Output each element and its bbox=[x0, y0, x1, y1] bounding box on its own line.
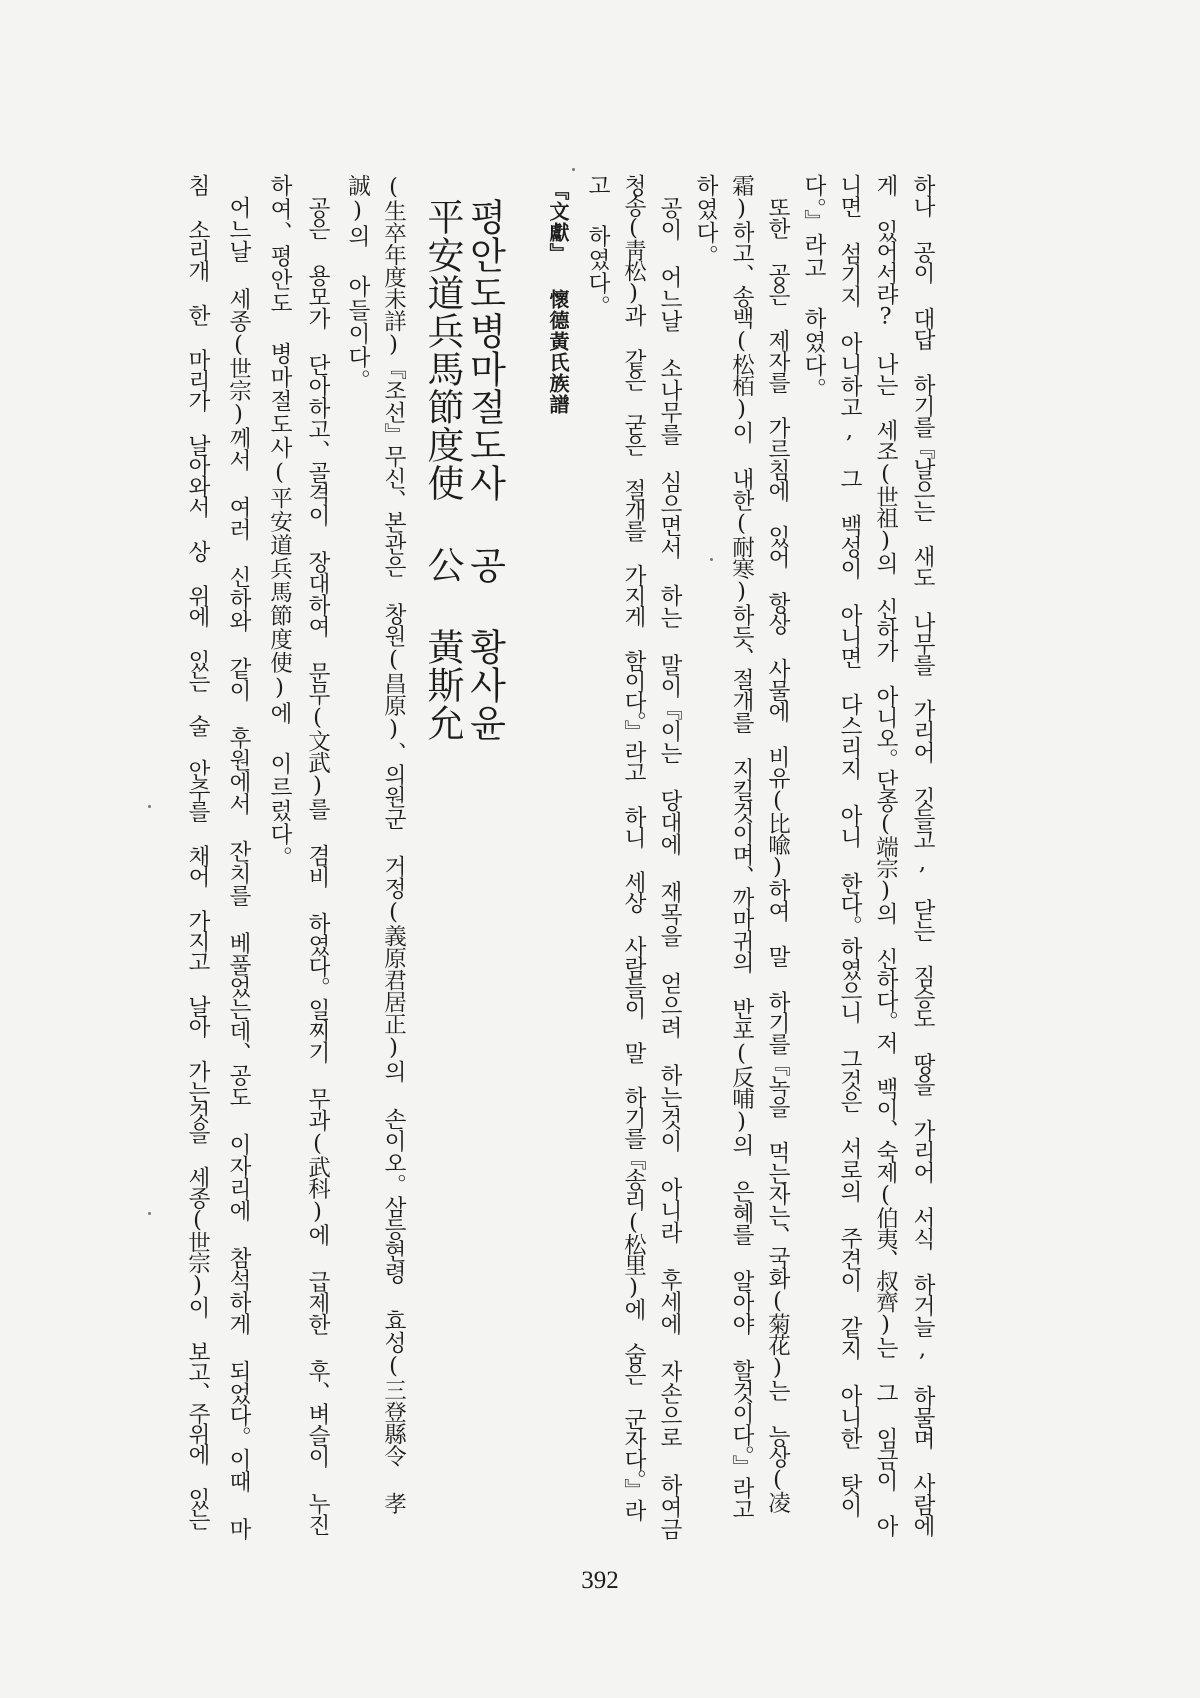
text-column: 니면 섬기지 아니하고, 그 백성이 아니면 다스리지 아니 한다。하였으니 그것은 서로의 주견이 같지 아니한 탓이 bbox=[836, 174, 863, 1517]
scan-speck bbox=[572, 168, 575, 171]
text-column: 다。』라고 하였다。 bbox=[800, 174, 827, 402]
text-column: 하나 공이 대답 하기를『날으는 새도 나무를 가리어 깃들고, 닫는 짐승도 땅을 가리어 서식 하거늘, 하물며 사람에 bbox=[909, 174, 936, 1536]
scan-speck bbox=[148, 1212, 151, 1215]
text-column: 게 있어서랴? 나는 세조(世祖)의 신하가 아니오。단종(端宗)의 신하다。저 백이、숙제(伯夷、叔齊)는 그 임금이 아 bbox=[872, 174, 899, 1536]
page-number: 392 bbox=[581, 1567, 619, 1594]
section-title-korean: 평안도병마절도사 공 황사윤 bbox=[463, 198, 506, 742]
text-column: 하였다。 bbox=[692, 174, 719, 268]
section-title-hanja: 平安道兵馬節度使 公 黃斯允 bbox=[421, 198, 464, 742]
text-column: 고 하였다。 bbox=[584, 174, 611, 319]
scan-speck bbox=[148, 805, 151, 808]
text-column: 청송(靑松)과 같은 굳은 절개를 가지게 함이다。』라고 하니 세상 사람들이 말 하기를『송리(松里)에 숨은 군자다。』라 bbox=[620, 174, 647, 1520]
text-column: 誠)의 아들이다。 bbox=[344, 174, 371, 393]
text-column: 어느날 세종(世宗)께서 여러 신하와 같이 후원에서 잔치를 베풀었는데、공도 이자리에 참석하게 되었다。이때 마 bbox=[225, 196, 252, 1540]
text-column: (生卒年度未詳)『조선』무신、본관은 창원(昌原)、의원군 거정(義原君居正)의 손이오。삼등현령 효성(三登縣令 孝 bbox=[380, 174, 407, 1514]
text-column: 하여、평안도 병마절도사(平安道兵馬節度使)에 이르렀다。 bbox=[266, 174, 293, 870]
text-column: 공은 용모가 단아하고、골격이 장대하여 문무(文武)를 겸비 하였다。일찌기 무과(武科)에 급제한 후、벼슬이 누진 bbox=[304, 196, 331, 1535]
source-citation: 『文獻』 懷德黃氏族譜 bbox=[546, 180, 570, 415]
text-column: 또한 공은 제자를 가르침에 있어 항상 사물에 비유(比喩)하여 말 하기를『녹을 먹는자는、국화(菊花)는 능상(凌 bbox=[764, 196, 791, 1512]
scan-speck bbox=[710, 558, 713, 561]
text-column: 공이 어느날 소나무를 심으면서 하는 말이『이는 당대에 재목을 얻으려 하는것이 아니라 후세에 자손으로 하여금 bbox=[656, 196, 683, 1540]
text-column: 霜)하고、송백(松栢)이 내한(耐寒)하듯、절개를 지킬것이며、까마귀의 반포(反哺)의 은혜를 알아야 할것이다。』라고 bbox=[728, 174, 755, 1520]
text-column: 침 소리개 한 마리가 날아와서 상 위에 있는 술 안주를 채어 가지고 날아 가는것을 세종(世宗)이 보고、주위에 있는 bbox=[184, 174, 211, 1529]
